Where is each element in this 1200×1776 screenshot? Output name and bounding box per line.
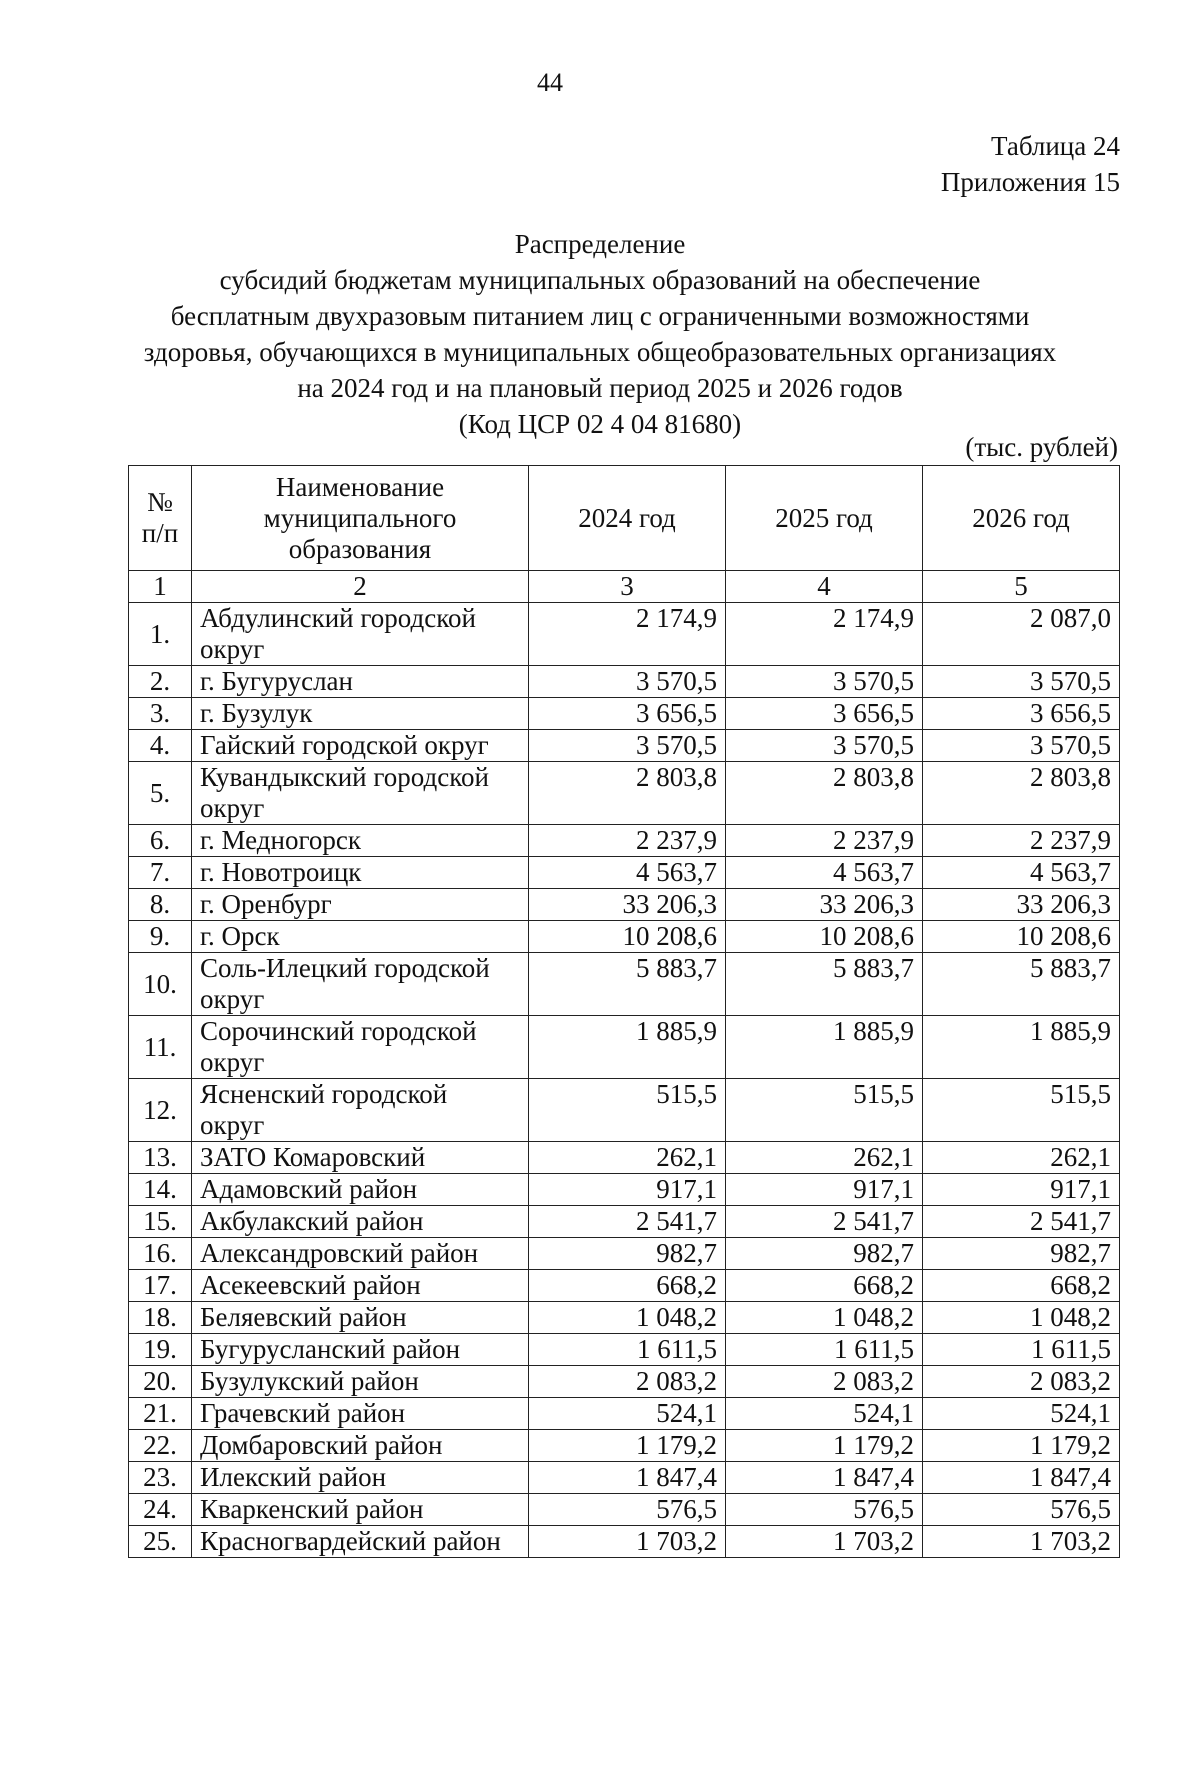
value-2025: 668,2 [726,1270,923,1302]
municipality-name-line2: округ [200,984,265,1014]
row-number: 17. [129,1270,192,1302]
value-2025: 982,7 [726,1238,923,1270]
row-number: 18. [129,1302,192,1334]
municipality-name [192,1016,529,1079]
col-number: 5 [923,571,1120,603]
table-row [129,1206,1120,1238]
col-number: 4 [726,571,923,603]
municipality-name-line1: Акбулакский район [200,1206,424,1236]
value-2024: 917,1 [529,1174,726,1206]
municipality-name [192,1462,529,1494]
municipality-name [192,857,529,889]
municipality-name-line2: округ [200,793,265,823]
value-2024: 576,5 [529,1494,726,1526]
row-number: 23. [129,1462,192,1494]
col-number: 3 [529,571,726,603]
value-2025: 3 570,5 [726,666,923,698]
municipality-name-line1: Ясненский городской [200,1079,448,1109]
row-number: 16. [129,1238,192,1270]
value-2025: 2 174,9 [726,603,923,666]
value-2024: 1 885,9 [529,1016,726,1079]
municipality-name-line1: Александровский район [200,1238,479,1268]
value-2024: 524,1 [529,1398,726,1430]
table-header-row [129,466,1120,571]
municipality-name-line1: г. Новотроицк [200,857,362,887]
municipality-name [192,1494,529,1526]
title-line1: Распределение [514,229,686,259]
municipality-name [192,1206,529,1238]
header-name-line2: муниципального [263,502,457,533]
value-2025: 515,5 [726,1079,923,1142]
municipality-name [192,889,529,921]
value-2026: 668,2 [923,1270,1120,1302]
municipality-name-line1: Бугурусланский район [200,1334,461,1364]
title-line3: бесплатным двухразовым питанием лиц с ограниченными возможностями [170,301,1030,331]
municipality-name-line1: г. Медногорск [200,825,361,855]
value-2026: 982,7 [923,1238,1120,1270]
municipality-name-line1: ЗАТО Комаровский [200,1142,426,1172]
value-2026: 262,1 [923,1142,1120,1174]
table-row [129,1016,1120,1079]
value-2025: 1 611,5 [726,1334,923,1366]
value-2024: 3 570,5 [529,666,726,698]
table-ref-line2: Приложения 15 [940,167,1120,197]
municipality-name-line1: Грачевский район [200,1398,406,1428]
value-2026: 3 570,5 [923,730,1120,762]
value-2026: 3 570,5 [923,666,1120,698]
municipality-name-line1: Сорочинский городской [200,1016,477,1046]
value-2026: 576,5 [923,1494,1120,1526]
value-2026: 1 885,9 [923,1016,1120,1079]
value-2024: 262,1 [529,1142,726,1174]
table-reference [941,128,1120,200]
row-number: 1. [129,603,192,666]
table-row [129,1302,1120,1334]
row-number: 22. [129,1430,192,1462]
header-num-line1: № [147,487,173,517]
value-2025: 2 541,7 [726,1206,923,1238]
header-name-line1: Наименование [275,471,445,502]
municipality-name [192,1302,529,1334]
value-2024: 1 048,2 [529,1302,726,1334]
value-2024: 982,7 [529,1238,726,1270]
row-number: 25. [129,1526,192,1558]
value-2025: 1 703,2 [726,1526,923,1558]
municipality-name [192,1334,529,1366]
table-row [129,1142,1120,1174]
municipality-name-line1: г. Оренбург [200,889,332,919]
value-2025: 4 563,7 [726,857,923,889]
value-2024: 2 083,2 [529,1366,726,1398]
value-2024: 1 847,4 [529,1462,726,1494]
value-2025: 2 237,9 [726,825,923,857]
value-2025: 3 570,5 [726,730,923,762]
row-number: 24. [129,1494,192,1526]
value-2026: 1 048,2 [923,1302,1120,1334]
page-number: 44 [537,68,563,97]
value-2025: 3 656,5 [726,698,923,730]
municipality-name-line1: Домбаровский район [200,1430,443,1460]
table-row [129,1238,1120,1270]
municipality-name-line1: г. Орск [200,921,280,951]
municipality-name-line1: Абдулинский городской [200,603,476,633]
header-name-line3: образования [288,533,432,564]
header-num [129,466,192,571]
value-2024: 2 803,8 [529,762,726,825]
value-2025: 33 206,3 [726,889,923,921]
municipality-name-line1: Бузулукский район [200,1366,419,1396]
value-2026: 1 611,5 [923,1334,1120,1366]
value-2026: 1 847,4 [923,1462,1120,1494]
table-row [129,1366,1120,1398]
row-number: 11. [129,1016,192,1079]
value-2026: 33 206,3 [923,889,1120,921]
municipality-name [192,1366,529,1398]
value-2025: 2 083,2 [726,1366,923,1398]
table-row [129,1174,1120,1206]
municipality-name [192,1430,529,1462]
value-2026: 10 208,6 [923,921,1120,953]
subsidy-table [128,465,1120,1558]
col-number: 2 [192,571,529,603]
header-2024: 2024 год [529,466,726,571]
value-2025: 5 883,7 [726,953,923,1016]
value-2026: 917,1 [923,1174,1120,1206]
value-2024: 3 656,5 [529,698,726,730]
title-line5: на 2024 год и на плановый период 2025 и 2026 годов [297,373,903,403]
row-number: 13. [129,1142,192,1174]
value-2024: 5 883,7 [529,953,726,1016]
value-2024: 4 563,7 [529,857,726,889]
row-number: 19. [129,1334,192,1366]
row-number: 6. [129,825,192,857]
header-num-line2: п/п [141,518,179,548]
value-2025: 1 847,4 [726,1462,923,1494]
row-number: 3. [129,698,192,730]
value-2026: 1 703,2 [923,1526,1120,1558]
header-2025: 2025 год [726,466,923,571]
value-2024: 515,5 [529,1079,726,1142]
row-number: 8. [129,889,192,921]
municipality-name-line1: Асекеевский район [200,1270,421,1300]
value-2025: 1 048,2 [726,1302,923,1334]
table-row [129,889,1120,921]
value-2024: 1 611,5 [529,1334,726,1366]
column-number-row [129,571,1120,603]
value-2026: 3 656,5 [923,698,1120,730]
row-number: 21. [129,1398,192,1430]
value-2025: 1 885,9 [726,1016,923,1079]
row-number: 15. [129,1206,192,1238]
value-2026: 4 563,7 [923,857,1120,889]
value-2026: 1 179,2 [923,1430,1120,1462]
value-2025: 10 208,6 [726,921,923,953]
table-row [129,1334,1120,1366]
value-2025: 917,1 [726,1174,923,1206]
municipality-name [192,1270,529,1302]
municipality-name [192,1174,529,1206]
table-row [129,1430,1120,1462]
municipality-name [192,1079,529,1142]
municipality-name [192,1238,529,1270]
municipality-name-line1: Адамовский район [200,1174,418,1204]
municipality-name [192,603,529,666]
municipality-name-line1: Кваркенский район [200,1494,424,1524]
municipality-name-line1: г. Бузулук [200,698,313,728]
value-2024: 668,2 [529,1270,726,1302]
row-number: 12. [129,1079,192,1142]
municipality-name [192,698,529,730]
header-2026: 2026 год [923,466,1120,571]
table-row [129,825,1120,857]
value-2026: 2 087,0 [923,603,1120,666]
value-2024: 2 541,7 [529,1206,726,1238]
municipality-name-line1: Гайский городской округ [200,730,489,760]
municipality-name-line1: Илекский район [200,1462,387,1492]
title-line6: (Код ЦСР 02 4 04 81680) [458,409,742,439]
document-title [100,226,1100,442]
table-row [129,603,1120,666]
row-number: 2. [129,666,192,698]
table-row [129,1079,1120,1142]
municipality-name [192,666,529,698]
table-row [129,921,1120,953]
value-2026: 2 237,9 [923,825,1120,857]
municipality-name-line1: г. Бугуруслан [200,666,353,696]
municipality-name-line1: Красногвардейский район [200,1526,501,1556]
row-number: 4. [129,730,192,762]
header-name [192,466,529,571]
value-2026: 515,5 [923,1079,1120,1142]
municipality-name [192,921,529,953]
value-2025: 576,5 [726,1494,923,1526]
title-line2: субсидий бюджетам муниципальных образований на обеспечение [219,265,981,295]
value-2024: 3 570,5 [529,730,726,762]
row-number: 20. [129,1366,192,1398]
row-number: 14. [129,1174,192,1206]
municipality-name-line2: округ [200,1047,265,1077]
municipality-name [192,730,529,762]
table-ref-line1: Таблица 24 [991,131,1120,161]
value-2024: 10 208,6 [529,921,726,953]
row-number: 5. [129,762,192,825]
value-2024: 33 206,3 [529,889,726,921]
table-row [129,1526,1120,1558]
municipality-name-line1: Соль-Илецкий городской [200,953,490,983]
value-2024: 2 237,9 [529,825,726,857]
table-row [129,1494,1120,1526]
table-row [129,698,1120,730]
value-2024: 1 703,2 [529,1526,726,1558]
value-2025: 262,1 [726,1142,923,1174]
row-number: 7. [129,857,192,889]
unit-label: (тыс. рублей) [965,432,1118,462]
row-number: 9. [129,921,192,953]
municipality-name-line1: Кувандыкский городской [200,762,489,792]
municipality-name [192,1398,529,1430]
row-number: 10. [129,953,192,1016]
municipality-name [192,762,529,825]
municipality-name-line1: Беляевский район [200,1302,407,1332]
municipality-name [192,825,529,857]
value-2026: 2 541,7 [923,1206,1120,1238]
value-2024: 1 179,2 [529,1430,726,1462]
table-row [129,953,1120,1016]
value-2026: 2 083,2 [923,1366,1120,1398]
municipality-name [192,1526,529,1558]
table-row [129,666,1120,698]
table-row [129,762,1120,825]
value-2024: 2 174,9 [529,603,726,666]
table-row [129,1398,1120,1430]
value-2026: 2 803,8 [923,762,1120,825]
value-2025: 1 179,2 [726,1430,923,1462]
value-2026: 5 883,7 [923,953,1120,1016]
municipality-name-line2: округ [200,1110,265,1140]
value-2026: 524,1 [923,1398,1120,1430]
municipality-name [192,1142,529,1174]
municipality-name-line2: округ [200,634,265,664]
value-2025: 524,1 [726,1398,923,1430]
title-line4: здоровья, обучающихся в муниципальных общеобразовательных организациях [143,337,1057,367]
table-row [129,730,1120,762]
table-row [129,1270,1120,1302]
table-row [129,1462,1120,1494]
value-2025: 2 803,8 [726,762,923,825]
table-row [129,857,1120,889]
municipality-name [192,953,529,1016]
col-number: 1 [129,571,192,603]
